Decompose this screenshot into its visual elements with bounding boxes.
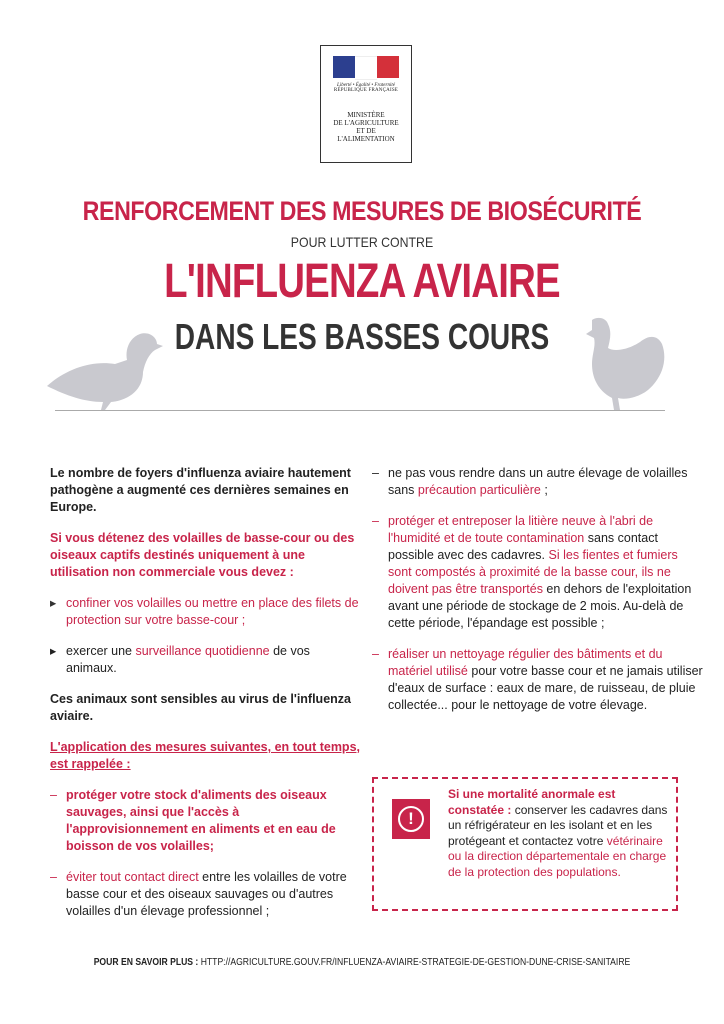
dash-stock: – protéger votre stock d'aliments des oiseaux sauvages, ainsi que l'accès à l'approvisionnement en aliments et en eau de boisson de vos volailles;: [50, 788, 336, 853]
dash-cleaning: – réaliser un nettoyage régulier des bâtiments et du matériel utilisé pour votre basse cour et ne jamais utiliser d'eaux de surface : eaux de mare, de ruisseau, de pluie collectée... pour le nettoyage de votre élevage.: [372, 647, 703, 712]
right-column: [372, 465, 704, 728]
footer-link[interactable]: POUR EN SAVOIR PLUS : HTTP://AGRICULTURE.GOUV.FR/INFLUENZA-AVIAIRE-STRATEGIE-DE-GESTION-DUNE-CRISE-SANITAIRE: [93, 956, 631, 968]
ministry-name: MINISTÈRE DE L'AGRICULTURE ET DE L'ALIMENTATION: [333, 111, 399, 143]
dash-travel: – ne pas vous rendre dans un autre élevage de volailles sans précaution particulière ;: [372, 466, 688, 497]
bullet-confine: ▸ confiner vos volailles ou mettre en place des filets de protection sur votre basse-cour ;: [50, 596, 359, 627]
french-flag-icon: [321, 56, 411, 80]
left-column: [50, 465, 360, 934]
title-line3: L'INFLUENZA AVIAIRE: [164, 255, 560, 308]
title-line4: DANS LES BASSES COURS: [174, 316, 550, 357]
motto: Liberté • Égalité • Fraternité: [337, 83, 395, 88]
alert-text: Si une mortalité anormale est constatée : conserver les cadavres dans un réfrigérateur en les isolant et en les protégeant et contactez votre vétérinaire ou la direction départementale en charge de la protection des populations.: [448, 787, 668, 879]
warning-icon: !: [392, 799, 430, 839]
republic-label: RÉPUBLIQUE FRANÇAISE: [333, 88, 399, 93]
dash-litter: – protéger et entreposer la litière neuve à l'abri de l'humidité et de toute contamination sans contact possible avec des cadavres. Si les fientes et fumiers sont compostés à proximité de la basse cour, ils ne doivent pas être transportés en dehors de l'exploitation avant une période de stockage de 2 mois. Au-delà de cette période, l'épandage est possible ;: [372, 514, 692, 630]
title-line1: RENFORCEMENT DES MESURES DE BIOSÉCURITÉ: [82, 196, 642, 226]
ground-line: [55, 410, 665, 411]
obligation-heading: Si vous détenez des volailles de basse-cour ou des oiseaux captifs destinés uniquement à une utilisation non commerciale vous devez :: [50, 531, 355, 579]
ministry-logo: [320, 45, 412, 163]
intro-text: Le nombre de foyers d'influenza aviaire hautement pathogène a augmenté ces dernières semaines en Europe.: [50, 466, 351, 514]
dash-contact: – éviter tout contact direct entre les volailles de votre basse cour et des oiseaux sauvages ou d'autres volailles d'un élevage professionnel ;: [50, 870, 347, 918]
measures-heading: L'application des mesures suivantes, en tout temps, est rappelée :: [50, 740, 360, 771]
mortality-alert-box: [372, 777, 678, 911]
sensitive-text: Ces animaux sont sensibles au virus de l'influenza aviaire.: [50, 692, 351, 723]
duck-icon: [45, 330, 165, 412]
hen-icon: [578, 314, 668, 412]
title-line2: POUR LUTTER CONTRE: [290, 234, 434, 250]
bullet-surveillance: ▸ exercer une surveillance quotidienne de vos animaux.: [50, 644, 310, 675]
